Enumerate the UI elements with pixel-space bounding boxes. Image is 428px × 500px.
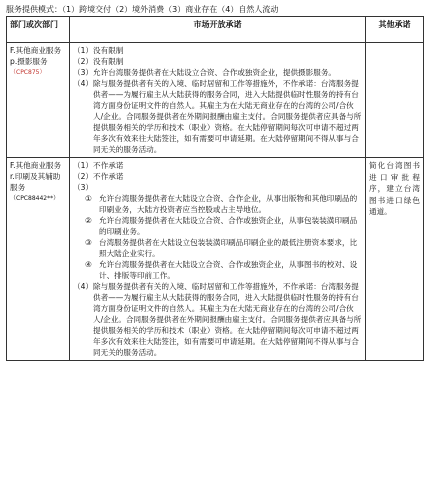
column-header-sector: 部门或次部门 — [7, 17, 70, 43]
column-header-other: 其他承诺 — [366, 17, 424, 43]
sector-cell — [7, 43, 70, 158]
table-row-photography — [7, 43, 424, 158]
sub-item: ① 允许台湾服务提供者在大陆设立合资、合作企业，从事出版物和其他印刷品的印刷业务，大陆方投资者应当控股或占主导地位。 — [85, 194, 358, 214]
list-item: （1） 不作承诺 — [73, 161, 124, 170]
sub-item: ④ 允许台湾服务提供者在大陆设立合资、合作或独资企业，从事图书的校对、设计、排版等印前工作。 — [85, 260, 358, 280]
sector-line: F.其他商业服务 — [10, 161, 62, 170]
table-header-row — [7, 17, 424, 43]
list-item: （4） 除与服务提供者有关的入境、临时居留和工作等措施外，不作承诺：台湾服务提供者——为履行雇主从大陆获得的服务合同，进入大陆提供临时性服务的持有台湾方面身份证明文件的自然人。其雇主为在大陆无商业存在的台湾的公司/合伙人/企业。合同服务提供者在外期间报酬由雇主支付。合同服务提供者应具备与所提供服务相关的学历和技术（职业）资格。在大陆停留期间每次可申请不超过两年多次有效来往大陆签注，如有需要可申请延期。在大陆停留期间不得从事与合同无关的服务活动。 — [73, 79, 362, 154]
sector-line: p.摄影服务 — [10, 57, 48, 66]
list-item: （4） 除与服务提供者有关的入境、临时居留和工作等措施外，不作承诺：台湾服务提供者——为履行雇主从大陆获得的服务合同，进入大陆提供临时性服务的持有台湾方面身份证明文件的自然人。其雇主为在大陆无商业存在的台湾的公司/合伙人/企业。合同服务提供者在外期间报酬由雇主支付。合同服务提供者应具备与所提供服务相关的学历和技术（职业）资格。在大陆停留期间每次可申请不超过两年多次有效来往大陆签注，如有需要可申请延期。在大陆停留期间不得从事与合同无关的服务活动。 — [73, 282, 362, 357]
sector-cell — [7, 158, 70, 361]
market-cell — [70, 43, 366, 158]
sub-item: ③ 台湾服务提供者在大陆设立包装装潢印刷品印刷企业的最低注册资本要求，比照大陆企业实行。 — [85, 238, 358, 258]
list-item: （1） 没有限制 — [73, 46, 124, 55]
table-row-printing — [7, 158, 424, 361]
list-item: （2） 不作承诺 — [73, 172, 124, 181]
service-modes-header: 服务提供模式：（1）跨境交付（2）境外消费（3）商业存在（4）自然人流动 — [6, 5, 279, 14]
cpc-code: （CPC875） — [10, 69, 46, 76]
market-cell — [70, 158, 366, 361]
other-commitment-cell: 简化台湾图书进口审批程序，建立台湾图书进口绿色通道。 — [366, 158, 424, 361]
cpc-code: （CPC88442**） — [10, 195, 60, 202]
other-cell — [366, 43, 424, 158]
sector-line: F.其他商业服务 — [10, 46, 62, 55]
list-item: （2） 没有限制 — [73, 57, 124, 66]
commitments-table — [6, 16, 424, 361]
sub-item: ② 允许台湾服务提供者在大陆设立合资、合作或独资企业，从事包装装潢印刷品的印刷业务。 — [85, 216, 358, 236]
sector-line: r.印刷及其辅助服务 — [10, 172, 61, 192]
column-header-market: 市场开放承诺 — [70, 17, 366, 43]
list-item: （3） — [73, 183, 94, 192]
list-item: （3） 允许台湾服务提供者在大陆设立合资、合作或独资企业，提供摄影服务。 — [73, 68, 337, 77]
